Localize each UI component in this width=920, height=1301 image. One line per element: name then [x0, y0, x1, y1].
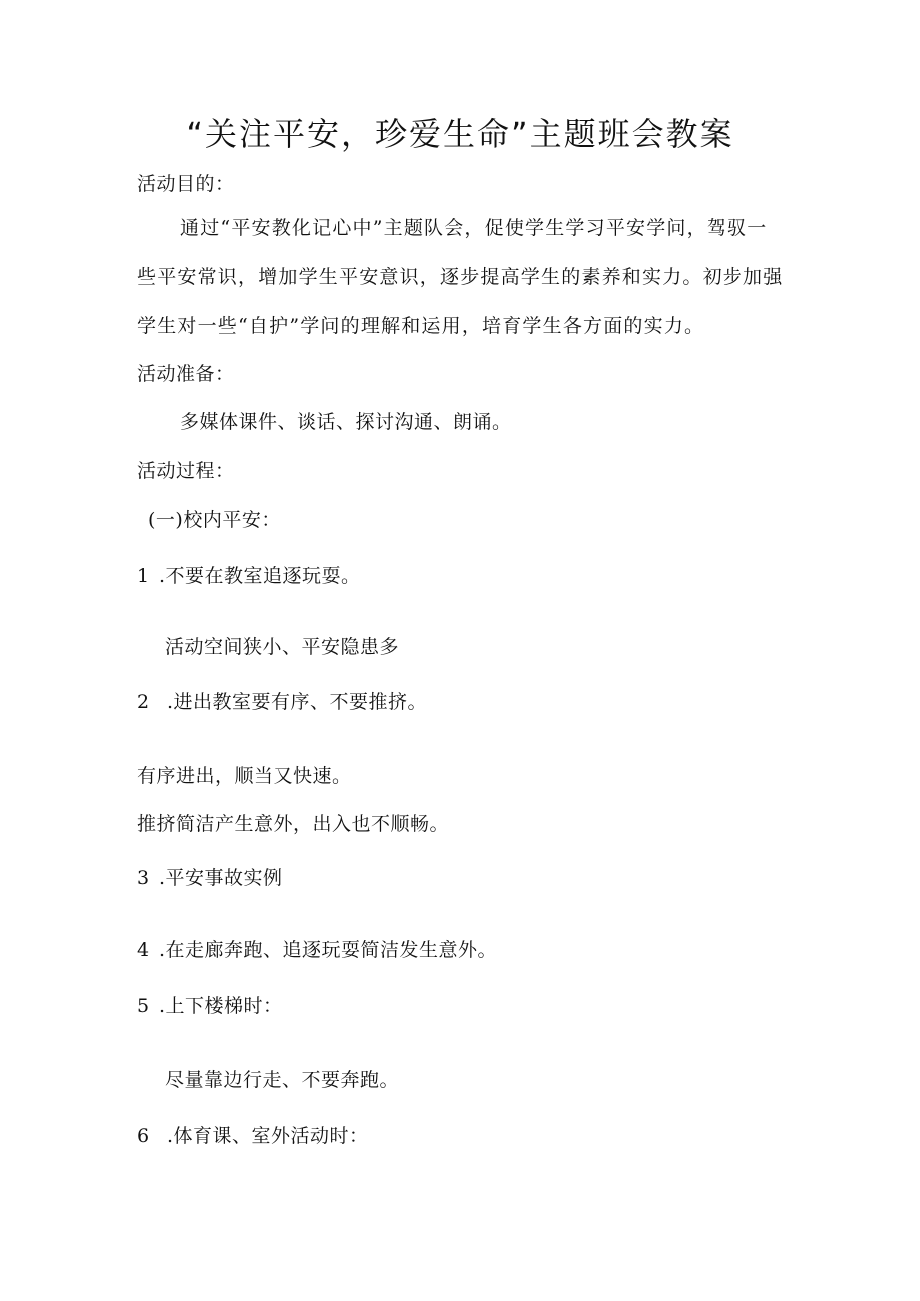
- list-item: [137, 1124, 369, 1148]
- list-item-text: .上下楼梯时：: [159, 995, 283, 1017]
- list-item-number: 1: [137, 565, 150, 587]
- list-item-text: .进出教室要有序、不要推挤。: [167, 691, 428, 713]
- note-item2-b: 推挤简洁产生意外，出入也不顺畅。: [137, 813, 450, 835]
- document-title: “关注平安，珍爱生命”主题班会教案: [186, 115, 734, 153]
- note-item1: 活动空间狭小、平安隐患多: [165, 636, 400, 658]
- list-item-text: .平安事故实例: [159, 867, 283, 889]
- prep-heading: 活动准备：: [137, 363, 235, 385]
- list-item-number: 4: [137, 939, 150, 961]
- list-item-number: 6: [137, 1125, 150, 1147]
- list-item: [137, 564, 361, 588]
- note-item5: 尽量靠边行走、不要奔跑。: [165, 1069, 400, 1091]
- list-item: [137, 994, 283, 1018]
- purpose-line-3: 学生对一些“自护”学问的理解和运用，培育学生各方面的实力。: [137, 315, 705, 337]
- purpose-heading: 活动目的：: [137, 173, 235, 195]
- list-item: [137, 866, 283, 890]
- list-item: [137, 938, 497, 962]
- list-item-number: 2: [137, 691, 150, 713]
- purpose-line-2: 些平安常识，增加学生平安意识，逐步提高学生的素养和实力。初步加强: [137, 266, 784, 288]
- list-item-number: 5: [137, 995, 150, 1017]
- process-heading: 活动过程：: [137, 460, 235, 482]
- list-item-text: .在走廊奔跑、追逐玩耍简洁发生意外。: [159, 939, 498, 961]
- list-item-text: .体育课、室外活动时：: [167, 1125, 369, 1147]
- prep-text: 多媒体课件、谈话、探讨沟通、朗诵。: [180, 411, 512, 433]
- list-item-text: .不要在教室追逐玩耍。: [159, 565, 361, 587]
- list-item-number: 3: [137, 867, 150, 889]
- note-item2-a: 有序进出，顺当又快速。: [137, 765, 352, 787]
- purpose-line-1: 通过“平安教化记心中”主题队会，促使学生学习平安学问，驾驭一: [180, 217, 768, 239]
- list-item: [137, 690, 427, 714]
- section-heading: (一)校内平安：: [148, 509, 281, 531]
